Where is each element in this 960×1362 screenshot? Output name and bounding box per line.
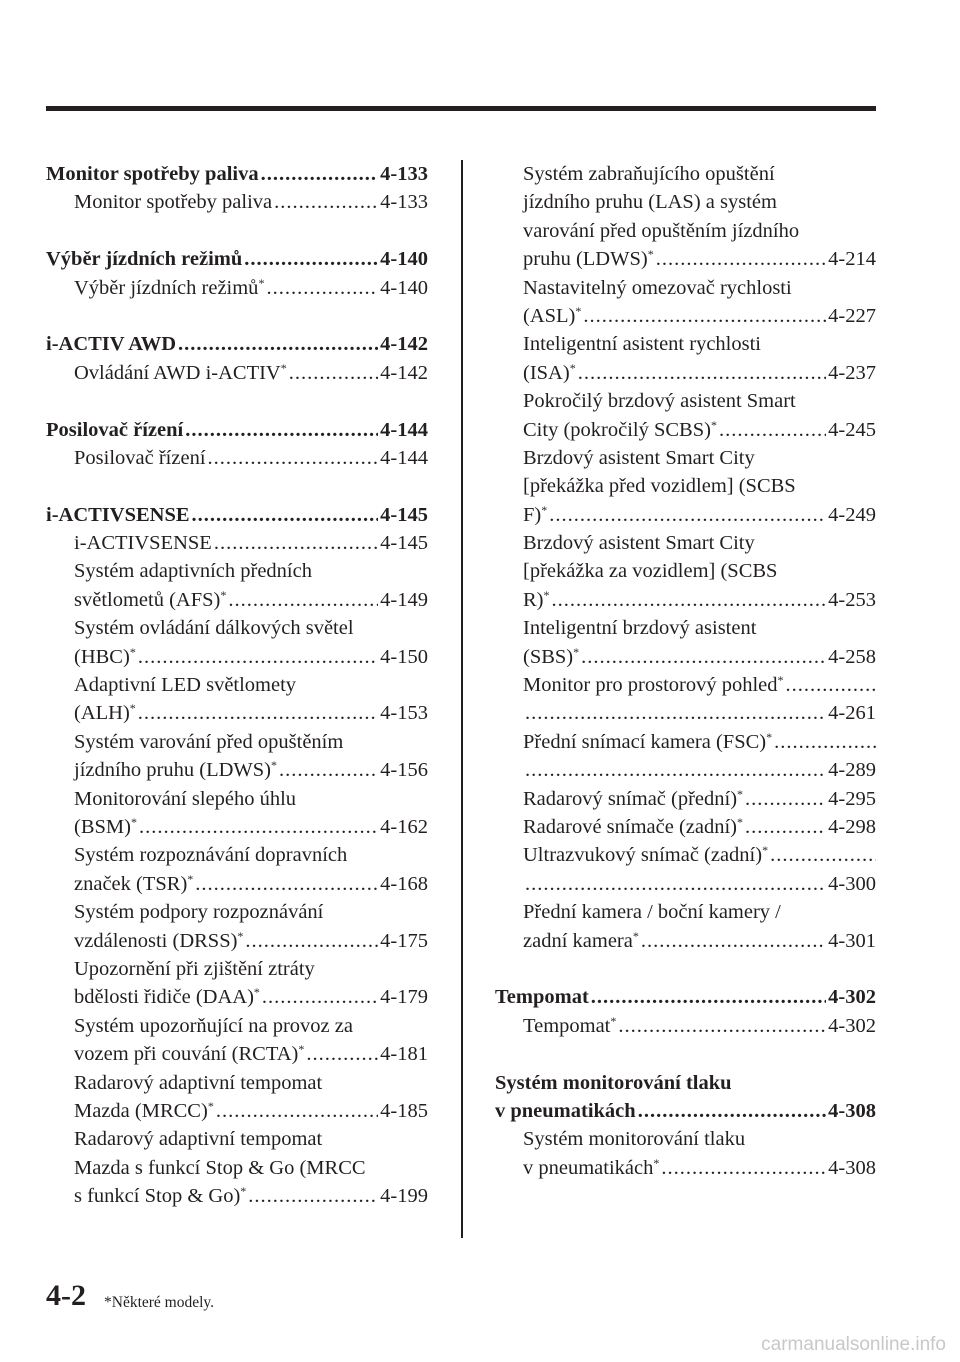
page-ref[interactable]: 4-295 [828, 787, 876, 810]
toc-line [46, 557, 428, 585]
page-ref[interactable]: 4-140 [380, 248, 428, 271]
dot-leader [272, 188, 378, 216]
toc-entry[interactable] [495, 728, 876, 785]
toc-line [495, 870, 876, 898]
toc-text: i-ACTIV AWD [46, 333, 177, 356]
toc-heading[interactable] [46, 160, 428, 188]
toc-entry[interactable] [495, 1012, 876, 1040]
toc-line [46, 444, 428, 472]
dot-leader [523, 870, 826, 898]
toc-text: Ovládání AWD i-ACTIV* [74, 360, 287, 384]
toc-line [46, 1040, 428, 1068]
toc-entry[interactable] [46, 728, 428, 785]
toc-text: Brzdový asistent Smart City [523, 532, 755, 555]
toc-line [495, 245, 876, 273]
toc-text: F)* [523, 502, 548, 526]
dot-leader [784, 671, 876, 699]
dot-leader [176, 330, 378, 358]
toc-text: i-ACTIVSENSE [74, 532, 212, 555]
page-ref[interactable]: 4-142 [380, 333, 428, 356]
column-divider [461, 160, 463, 1238]
dot-leader [243, 927, 378, 955]
footnote-marker: * [632, 928, 639, 943]
toc-text: Upozornění při zjištění ztráty [74, 957, 315, 980]
page-ref[interactable]: 4-214 [828, 248, 876, 271]
toc-line [46, 359, 428, 387]
toc-line [495, 813, 876, 841]
toc-text: Mazda (MRCC)* [74, 1098, 214, 1122]
dot-leader [193, 870, 378, 898]
toc-text: Monitor spotřeby paliva [46, 163, 259, 185]
footnote-marker: * [280, 360, 287, 375]
toc-text: Systém monitorování tlaku [495, 1071, 732, 1094]
toc-text: Inteligentní asistent rychlosti [523, 333, 761, 356]
footnote-marker: * [271, 758, 277, 773]
toc-line [495, 302, 876, 330]
toc-line [495, 586, 876, 614]
toc-line [46, 699, 428, 727]
toc-line [495, 614, 876, 642]
toc-text: bdělosti řidiče (DAA)* [74, 985, 260, 1009]
dot-leader [246, 1182, 378, 1210]
page-ref[interactable]: 4-237 [828, 361, 876, 384]
toc-heading[interactable] [46, 416, 428, 444]
toc-text: (BSM)* [74, 814, 137, 838]
toc-entry[interactable] [46, 671, 428, 728]
toc-entry[interactable] [46, 188, 428, 216]
footnote-marker: * [737, 814, 744, 829]
toc-text: v pneumatikách [495, 1099, 636, 1122]
toc-text: Výběr jízdních režimů [46, 248, 243, 271]
toc-line [46, 813, 428, 841]
toc-line [495, 160, 876, 188]
toc-line [495, 217, 876, 245]
toc-line [495, 671, 876, 699]
toc-line [495, 444, 876, 472]
toc-text: Monitor pro prostorový pohled* [523, 673, 784, 697]
dot-leader [579, 643, 826, 671]
toc-text: Přední snímací kamera (FSC)* [523, 729, 773, 753]
dot-leader [523, 756, 826, 784]
toc-text: Radarový snímač (přední)* [523, 786, 744, 810]
toc-text: pruhu (LDWS)* [523, 247, 654, 271]
toc-text: Tempomat* [523, 1013, 617, 1037]
toc-text: Systém varování před opuštěním [74, 730, 344, 753]
toc-line [495, 841, 876, 869]
toc-entry[interactable] [46, 529, 428, 557]
dot-leader [523, 699, 826, 727]
dot-leader [260, 983, 378, 1011]
toc-line [46, 274, 428, 302]
footnote-marker: * [130, 814, 137, 829]
toc-line [495, 927, 876, 955]
toc-text: Inteligentní brzdový asistent [523, 617, 757, 640]
toc-heading[interactable] [46, 501, 428, 529]
page-ref[interactable]: 4-261 [828, 702, 876, 725]
toc-line [495, 501, 876, 529]
footnote-marker: * [220, 587, 227, 602]
dot-leader [639, 927, 826, 955]
toc-entry[interactable] [46, 955, 428, 1012]
toc-line [495, 330, 876, 358]
toc-entry[interactable] [495, 671, 876, 728]
footnote-marker: * [777, 673, 784, 688]
dot-leader [581, 302, 826, 330]
footnote-marker: * [237, 928, 244, 943]
toc-text: Nastavitelný omezovač rychlosti [523, 276, 792, 299]
toc-text: varování před opuštěním jízdního [523, 219, 800, 242]
page-ref[interactable]: 4-145 [380, 503, 428, 526]
toc-line [46, 529, 428, 557]
toc-line [46, 1069, 428, 1097]
dot-leader [717, 416, 826, 444]
toc-text: Monitor spotřeby paliva [74, 191, 273, 214]
page-ref[interactable]: 4-153 [380, 702, 428, 725]
page-ref[interactable]: 4-302 [828, 1014, 876, 1037]
page-ref[interactable]: 4-199 [380, 1185, 428, 1208]
footnote-marker: * [766, 729, 773, 744]
toc-line [46, 643, 428, 671]
dot-leader [550, 586, 827, 614]
toc-line [495, 416, 876, 444]
toc-text: světlometů (AFS)* [74, 587, 227, 611]
dot-leader [226, 586, 378, 614]
section-gap [495, 1040, 876, 1068]
toc-line [46, 188, 428, 216]
toc-line [46, 927, 428, 955]
page-ref[interactable]: 4-168 [380, 872, 428, 895]
dot-leader [277, 756, 378, 784]
toc-text: Monitorování slepého úhlu [74, 787, 297, 810]
footnote-marker: * [258, 275, 265, 290]
page-ref[interactable]: 4-301 [828, 929, 876, 952]
toc-line [46, 614, 428, 642]
toc-text: (SBS)* [523, 644, 580, 668]
toc-entry[interactable] [46, 444, 428, 472]
footnote-marker: * [129, 644, 136, 659]
toc-entry[interactable] [495, 614, 876, 671]
toc-line [46, 841, 428, 869]
toc-text: Pokročilý brzdový asistent Smart [523, 390, 796, 413]
toc-line [495, 1154, 876, 1182]
toc-line [495, 983, 876, 1011]
toc-entry[interactable] [495, 387, 876, 444]
toc-entry[interactable] [46, 359, 428, 387]
page-ref[interactable]: 4-298 [828, 815, 876, 838]
toc-text: jízdního pruhu (LAS) a systém [523, 191, 777, 214]
section-gap [46, 472, 428, 500]
toc-text: Systém upozorňující na provoz za [74, 1014, 353, 1037]
toc-text: Posilovač řízení [74, 446, 206, 469]
toc-line [46, 983, 428, 1011]
toc-line [495, 557, 876, 585]
toc-text: Radarové snímače (zadní)* [523, 814, 744, 838]
dot-leader [136, 699, 378, 727]
toc-right-column [495, 160, 876, 1182]
toc-text: Výběr jízdních režimů* [74, 275, 265, 299]
page-ref[interactable]: 4-308 [828, 1099, 876, 1122]
toc-line [46, 756, 428, 784]
toc-line [495, 1069, 876, 1097]
footnote-marker: * [187, 871, 194, 886]
dot-leader [264, 274, 378, 302]
toc-text: Radarový adaptivní tempomat [74, 1128, 323, 1151]
dot-leader [214, 1097, 378, 1125]
toc-text: zadní kamera* [523, 928, 639, 952]
toc-text: [překážka za vozidlem] (SCBS [523, 560, 778, 583]
toc-entry[interactable] [46, 1012, 428, 1069]
toc-heading[interactable] [46, 245, 428, 273]
page-ref[interactable]: 4-140 [380, 276, 428, 299]
dot-leader [659, 1154, 826, 1182]
toc-entry[interactable] [495, 841, 876, 898]
toc-entry[interactable] [46, 274, 428, 302]
toc-left-column [46, 160, 428, 1210]
dot-leader [287, 359, 378, 387]
toc-line [46, 728, 428, 756]
toc-line [46, 1125, 428, 1153]
toc-heading[interactable] [495, 1069, 876, 1126]
section-gap [495, 955, 876, 983]
toc-text: R)* [523, 587, 550, 611]
toc-line [495, 387, 876, 415]
page-ref[interactable]: 4-249 [828, 503, 876, 526]
toc-text: Tempomat [495, 986, 589, 1009]
toc-line [46, 501, 428, 529]
page-ref[interactable]: 4-144 [380, 418, 428, 441]
toc-heading[interactable] [495, 983, 876, 1011]
dot-leader [183, 416, 378, 444]
dot-leader [547, 501, 826, 529]
dot-leader [616, 1012, 826, 1040]
page-ref[interactable]: 4-308 [828, 1156, 876, 1179]
toc-line [495, 756, 876, 784]
page-ref[interactable]: 4-227 [828, 304, 876, 327]
toc-line [495, 728, 876, 756]
toc-line [46, 955, 428, 983]
toc-line [46, 1012, 428, 1040]
toc-text: Adaptivní LED světlomety [74, 674, 297, 697]
toc-line [495, 898, 876, 926]
toc-text: Systém zabraňujícího opuštění [523, 163, 775, 185]
toc-text: [překážka před vozidlem] (SCBS [523, 475, 796, 498]
footnote: *Některé modely. [104, 1294, 215, 1311]
page-ref[interactable]: 4-289 [828, 759, 876, 782]
toc-line [46, 671, 428, 699]
toc-text: Ultrazvukový snímač (zadní)* [523, 843, 769, 867]
toc-text: (ALH)* [74, 701, 136, 725]
top-rule [46, 106, 876, 111]
page-ref[interactable]: 4-185 [380, 1099, 428, 1122]
toc-text: (ASL)* [523, 303, 582, 327]
page-number: 4-2 [46, 1279, 86, 1312]
toc-line [495, 472, 876, 500]
page-ref[interactable]: 4-179 [380, 986, 428, 1009]
toc-text: (ISA)* [523, 360, 576, 384]
section-gap [46, 302, 428, 330]
page-ref[interactable]: 4-133 [380, 163, 428, 185]
toc-line [46, 160, 428, 188]
toc-entry[interactable] [495, 785, 876, 813]
toc-text: City (pokročilý SCBS)* [523, 417, 717, 441]
toc-entry[interactable] [46, 557, 428, 614]
page-ref[interactable]: 4-144 [380, 446, 428, 469]
toc-entry[interactable] [46, 1125, 428, 1210]
toc-line [46, 416, 428, 444]
footnote-marker: * [573, 644, 580, 659]
toc-text: Mazda s funkcí Stop & Go (MRCC [74, 1156, 366, 1179]
toc-entry[interactable] [495, 898, 876, 955]
toc-text: Posilovač řízení [46, 418, 184, 441]
toc-text: i-ACTIVSENSE [46, 503, 190, 526]
toc-entry[interactable] [495, 444, 876, 529]
footnote-marker: * [541, 502, 548, 517]
toc-text: vozem při couvání (RCTA)* [74, 1042, 305, 1066]
page-ref[interactable]: 4-156 [380, 759, 428, 782]
toc-entry[interactable] [46, 898, 428, 955]
toc-entry[interactable] [495, 160, 876, 274]
page-ref[interactable]: 4-181 [380, 1043, 428, 1066]
dot-leader [576, 359, 826, 387]
page-ref[interactable]: 4-175 [380, 929, 428, 952]
footnote-marker: * [543, 587, 550, 602]
dot-leader [206, 444, 379, 472]
dot-leader [136, 643, 378, 671]
footnote-marker: * [129, 701, 136, 716]
section-gap [46, 387, 428, 415]
toc-text: Systém ovládání dálkových světel [74, 617, 354, 640]
toc-text: vzdálenosti (DRSS)* [74, 928, 244, 952]
footnote-marker: * [647, 247, 654, 262]
toc-line [46, 898, 428, 926]
toc-line [46, 1182, 428, 1210]
dot-leader [212, 529, 378, 557]
toc-text: jízdního pruhu (LDWS)* [74, 758, 277, 782]
toc-entry[interactable] [46, 841, 428, 898]
toc-text: Radarový adaptivní tempomat [74, 1071, 323, 1094]
dot-leader [743, 813, 826, 841]
page-ref[interactable]: 4-150 [380, 645, 428, 668]
section-gap [46, 217, 428, 245]
toc-text: Systém podpory rozpoznávání [74, 901, 324, 924]
toc-text: Přední kamera / boční kamery / [523, 901, 781, 924]
page-ref[interactable]: 4-162 [380, 815, 428, 838]
toc-line [46, 785, 428, 813]
toc-text: s funkcí Stop & Go)* [74, 1184, 247, 1208]
toc-text: Brzdový asistent Smart City [523, 446, 755, 469]
toc-text: značek (TSR)* [74, 871, 194, 895]
page-ref[interactable]: 4-300 [828, 872, 876, 895]
toc-text: v pneumatikách* [523, 1155, 660, 1179]
dot-leader [743, 785, 826, 813]
dot-leader [190, 501, 379, 529]
footnote-marker: * [240, 1184, 247, 1199]
toc-line [495, 1125, 876, 1153]
toc-line [495, 529, 876, 557]
toc-line [46, 586, 428, 614]
toc-text: Systém adaptivních předních [74, 560, 312, 583]
footnote-marker: * [253, 985, 260, 1000]
dot-leader [768, 841, 876, 869]
page-ref[interactable]: 4-149 [380, 588, 428, 611]
watermark: carmanualsonline.info [761, 1334, 946, 1355]
footnote-marker: * [710, 417, 717, 432]
toc-entry[interactable] [495, 274, 876, 331]
toc-line [495, 1012, 876, 1040]
toc-line [46, 330, 428, 358]
dot-leader [589, 983, 826, 1011]
page-ref[interactable]: 4-142 [380, 361, 428, 384]
toc-text: (HBC)* [74, 644, 136, 668]
toc-entry[interactable] [495, 1125, 876, 1182]
toc-entry[interactable] [495, 529, 876, 614]
footnote-marker: * [207, 1098, 214, 1113]
dot-leader [636, 1097, 826, 1125]
toc-line [495, 274, 876, 302]
footnote-marker: * [569, 360, 576, 375]
toc-text: Systém monitorování tlaku [523, 1128, 746, 1151]
footnote-marker: * [737, 786, 744, 801]
toc-entry[interactable] [46, 785, 428, 842]
toc-line [495, 643, 876, 671]
dot-leader [137, 813, 378, 841]
footnote-marker: * [298, 1042, 305, 1057]
footnote-marker: * [762, 843, 769, 858]
dot-leader [304, 1040, 378, 1068]
toc-line [46, 1097, 428, 1125]
toc-entry[interactable] [46, 1069, 428, 1126]
footnote-marker: * [575, 303, 582, 318]
toc-line [46, 870, 428, 898]
dot-leader [259, 160, 379, 188]
page-ref[interactable]: 4-133 [380, 191, 428, 214]
page-ref[interactable]: 4-145 [380, 532, 428, 555]
footnote-marker: * [610, 1013, 617, 1028]
toc-line [495, 1097, 876, 1125]
toc-entry[interactable] [46, 614, 428, 671]
dot-leader [772, 728, 876, 756]
toc-line [495, 188, 876, 216]
toc-line [495, 699, 876, 727]
toc-line [495, 359, 876, 387]
toc-entry[interactable] [495, 813, 876, 841]
dot-leader [242, 245, 378, 273]
toc-heading[interactable] [46, 330, 428, 358]
footnote-marker: * [653, 1155, 660, 1170]
page-ref[interactable]: 4-258 [828, 645, 876, 668]
page-ref[interactable]: 4-253 [828, 588, 876, 611]
toc-entry[interactable] [495, 330, 876, 387]
toc-line [46, 245, 428, 273]
toc-line [495, 785, 876, 813]
toc-text: Systém rozpoznávání dopravních [74, 844, 348, 867]
dot-leader [654, 245, 826, 273]
toc-line [46, 1154, 428, 1182]
page-ref[interactable]: 4-245 [828, 418, 876, 441]
page-ref[interactable]: 4-302 [828, 986, 876, 1009]
